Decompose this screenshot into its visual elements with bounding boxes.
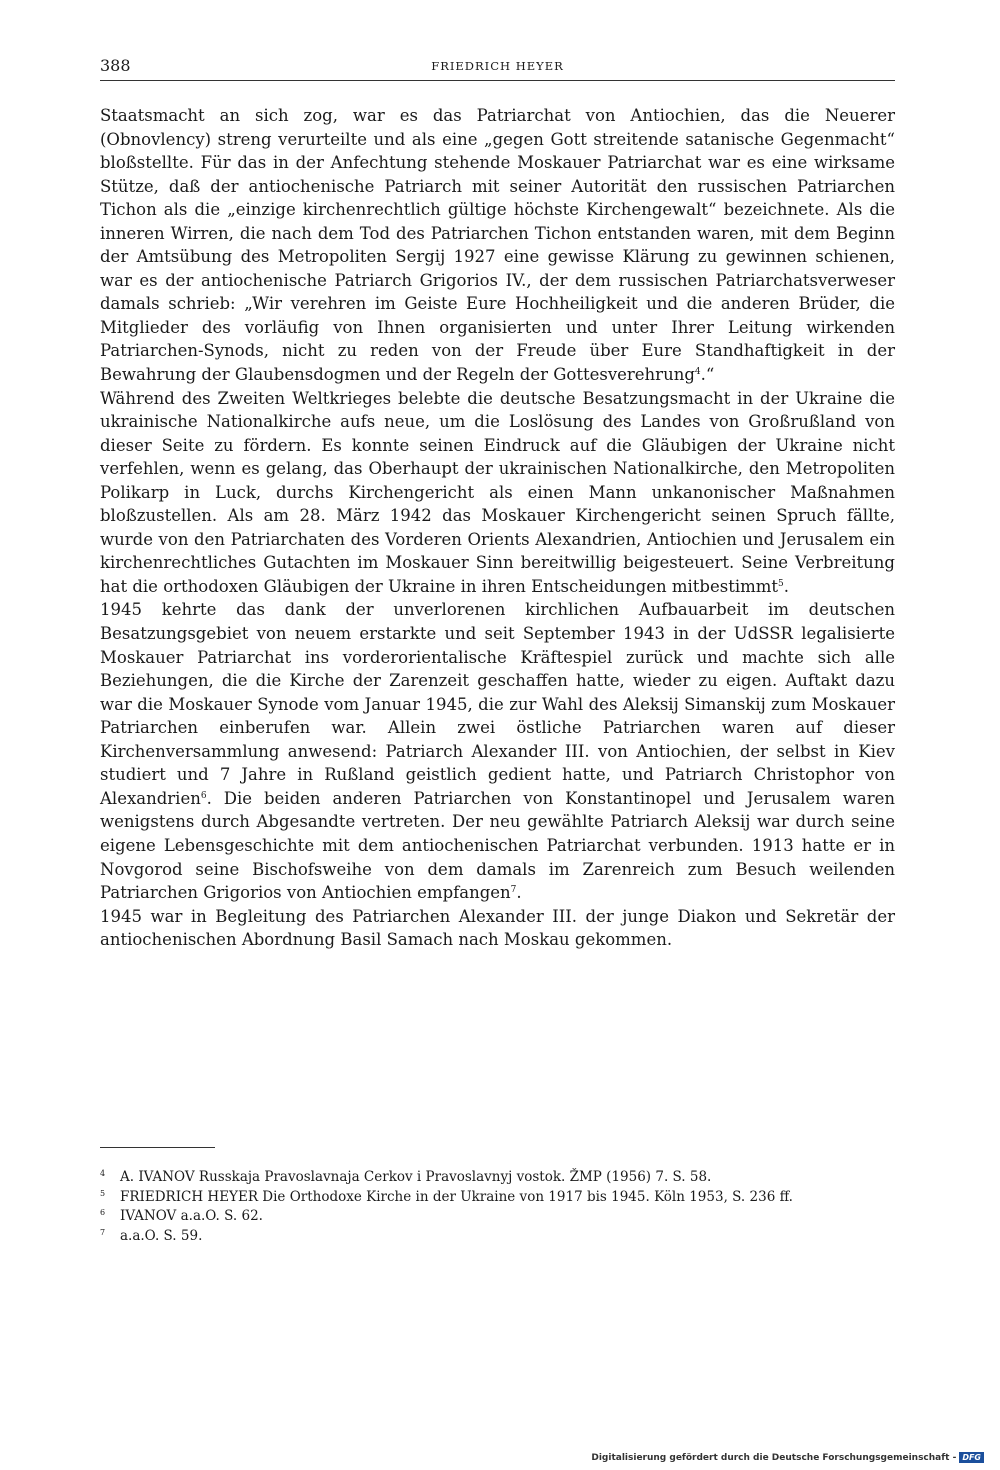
paragraph-text: 1945 war in Begleitung des Patriarchen Alexander III. der junge Diakon und Sekretär der antiochenischen Abordnung Basil Samach nach Moskau gekommen.	[100, 906, 895, 950]
footnote-ref: 4	[694, 367, 701, 378]
paragraph-2	[100, 387, 895, 599]
footnote-ref: 5	[778, 578, 784, 589]
header-rule	[100, 80, 895, 81]
page-number: 388	[100, 56, 131, 75]
page-header	[100, 56, 895, 78]
footnote-ref: 7	[510, 885, 517, 896]
footnote-text: a.a.O. S. 59.	[120, 1227, 203, 1244]
footnote-ref: 6	[200, 790, 207, 801]
paragraph-tail: .	[516, 883, 522, 903]
body-text	[100, 104, 895, 952]
footnote-text: FRIEDRICH HEYER Die Orthodoxe Kirche in der Ukraine von 1917 bis 1945. Köln 1953, S. 236 ff.	[120, 1188, 793, 1205]
paragraph-tail: .	[783, 576, 790, 596]
dfg-logo: DFG	[959, 1452, 984, 1463]
paragraph-4	[100, 905, 895, 952]
footnote-text: IVANOV a.a.O. S. 62.	[120, 1208, 263, 1224]
footnote: 4 A. IVANOV Russkaja Pravoslavnaja Cerkov i Pravoslavnyj vostok. ŽMP (1956) 7. S. 58.	[100, 1169, 712, 1185]
footnote: 6 IVANOV a.a.O. S. 62.	[100, 1208, 263, 1224]
paragraph-tail: . Die beiden anderen Patriarchen von Konstantinopel und Jerusalem waren wenigstens durch Abgesandte vertreten. Der neu gewählte Patriarch Aleksij war durch seine eigene Lebensgeschichte mit dem antiochenischen Patriarchat verbunden. 1913 hatte er in Novgorod seine Bischofsweihe von dem damals im Zarenreich zum Besuch weilenden Patriarchen Grigorios von Antiochien empfangen	[100, 788, 895, 903]
footnote-rule	[100, 1147, 215, 1148]
digitization-credit	[591, 1452, 984, 1463]
paragraph-text: Staatsmacht an sich zog, war es das Patriarchat von Antiochien, das die Neuerer (Obnovlency) streng verurteilte und als eine „gegen Gott streitende satanische Gegenmacht“ bloßstellte. Für das in der Anfechtung stehende Moskauer Patriarchat war es eine wirksame Stütze, daß der antiochenische Patriarch mit seiner Autorität den russischen Patriarchen Tichon als die „einzige kirchenrechtlich gültige höchste Kirchengewalt“ bezeichnete. Als die inneren Wirren, die nach dem Tod des Patriarchen Tichon entstanden waren, mit dem Beginn der Amtsübung des Metropoliten Sergij 1927 eine gewisse Klärung zu gewinnen schienen, war es der antiochenische Patriarch Grigorios IV., der dem russischen Patriarchatsverweser damals schrieb: „Wir verehren im Geiste Eure Hochheiligkeit und die anderen Brüder, die Mitglieder des vorläufig von Ihnen organisierten und unter Ihrer Leitung wirkenden Patriarchen-Synods, nicht zu reden von der Freude über Eure Standhaftigkeit in der Bewahrung der Glaubensdogmen und der Regeln der Gottesverehrung	[100, 106, 895, 385]
footnotes	[100, 1168, 895, 1246]
footnote: 7 a.a.O. S. 59.	[100, 1227, 203, 1244]
footnote-text: A. IVANOV Russkaja Pravoslavnaja Cerkov i Pravoslavnyj vostok. ŽMP (1956) 7. S. 58.	[120, 1169, 712, 1185]
paragraph-3	[100, 598, 895, 904]
paragraph-1	[100, 104, 895, 387]
paragraph-text: Während des Zweiten Weltkrieges belebte die deutsche Besatzungsmacht in der Ukraine die ukrainische Nationalkirche aufs neue, um die Loslösung des Landes von Großrußland von dieser Seite zu fördern. Es konnte seinen Eindruck auf die Gläubigen der Ukraine nicht verfehlen, wenn es gelang, das Oberhaupt der ukrainischen Nationalkirche, den Metropoliten Polikarp in Luck, durchs Kirchengericht als einen Mann unkanonischer Maßnahmen bloßzustellen. Als am 28. März 1942 das Moskauer Kirchengericht seinen Spruch fällte, wurde von den Patriarchaten des Vorderen Orients Alexandrien, Antiochien und Jerusalem ein kirchenrechtliches Gutachten im Moskauer Sinn bereitwillig beigesteuert. Seine Verbreitung hat die orthodoxen Gläubigen der Ukraine in ihren Entscheidungen mitbestimmt	[100, 388, 895, 596]
footnote: 5 FRIEDRICH HEYER Die Orthodoxe Kirche in der Ukraine von 1917 bis 1945. Köln 1953, S. 236 ff.	[100, 1188, 793, 1205]
credit-text: Digitalisierung gefördert durch die Deutsche Forschungsgemeinschaft -	[591, 1453, 957, 1463]
running-head: FRIEDRICH HEYER	[431, 59, 564, 73]
paragraph-tail: .“	[700, 365, 715, 385]
paragraph-text: 1945 kehrte das dank der unverlorenen kirchlichen Aufbauarbeit im deutschen Besatzungsgebiet von neuem erstarkte und seit September 1943 in der UdSSR legalisierte Moskauer Patriarchat ins vorderorientalische Kräftespiel zurück und machte sich alle Beziehungen, die die Kirche der Zarenzeit geschaffen hatte, wieder zu eigen. Auftakt dazu war die Moskauer Synode vom Januar 1945, die zur Wahl des Aleksij Simanskij zum Moskauer Patriarchen einberufen war. Allein zwei östliche Patriarchen waren auf dieser Kirchenversammlung anwesend: Patriarch Alexander III. von Antiochien, der selbst in Kiev studiert und 7 Jahre in Rußland geistlich gedient hatte, und Patriarch Christophor von Alexandrien	[100, 600, 895, 808]
